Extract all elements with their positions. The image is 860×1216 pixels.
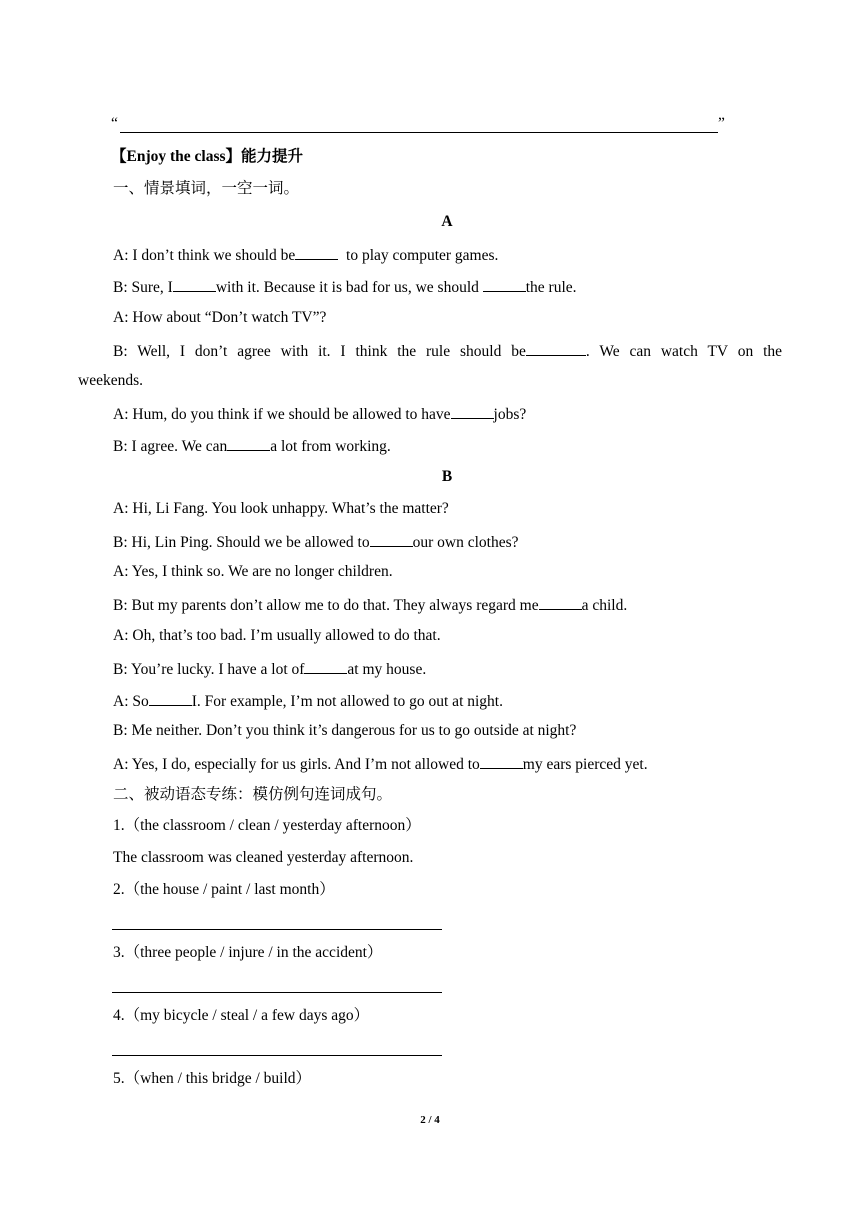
blank[interactable] — [304, 658, 347, 674]
part2-item-4-prompt: 4.（my bicycle / steal / a few days ago） — [113, 1007, 370, 1024]
dialog-b-line-3: A: Yes, I think so. We are no longer children. — [113, 563, 393, 580]
dialog-a-line-3: A: How about “Don’t watch TV”? — [113, 309, 327, 326]
part2-item-3-answer-line[interactable] — [112, 992, 442, 993]
blank[interactable] — [480, 753, 523, 769]
dialog-b-line-8: B: Me neither. Don’t you think it’s dangerous for us to go outside at night? — [113, 722, 577, 739]
part2-item-4-answer-line[interactable] — [112, 1055, 442, 1056]
dialog-b-label: B — [441, 468, 453, 485]
blank[interactable] — [149, 690, 192, 706]
blank[interactable] — [451, 403, 494, 419]
page-number: 2 / 4 — [420, 1114, 440, 1126]
dialog-b-line-1: A: Hi, Li Fang. You look unhappy. What’s the matter? — [113, 500, 449, 517]
dialog-b-line-7: A: So I. For example, I’m not allowed to go out at night. — [113, 690, 503, 712]
part2-item-3-prompt: 3.（three people / injure / in the accident） — [113, 944, 383, 961]
dialog-b-line-2: B: Hi, Lin Ping. Should we be allowed to our own clothes? — [113, 531, 519, 553]
section-heading-cn: 能力提升 — [241, 148, 304, 165]
dialog-b-line-9: A: Yes, I do, especially for us girls. And I’m not allowed to my ears pierced yet. — [113, 753, 648, 775]
part2-item-5-prompt: 5.（when / this bridge / build） — [113, 1070, 312, 1087]
part2-item-2-prompt: 2.（the house / paint / last month） — [113, 881, 335, 898]
dialog-a-line-4: B: Well, I don’t agree with it. I think the rule should be . We can watch TV on the — [113, 340, 782, 362]
blank[interactable] — [173, 276, 216, 292]
dialog-b-line-4: B: But my parents don’t allow me to do that. They always regard me a child. — [113, 594, 627, 616]
blank[interactable] — [370, 531, 413, 547]
section-heading-bracket: 【Enjoy the class】 — [111, 148, 242, 165]
close-quote: ” — [718, 115, 725, 132]
dialog-a-line-1: A: I don’t think we should be to play computer games. — [113, 244, 498, 266]
blank[interactable] — [227, 435, 270, 451]
dialog-a-line-6: B: I agree. We can a lot from working. — [113, 435, 391, 457]
blank[interactable] — [539, 594, 582, 610]
part2-item-1-prompt: 1.（the classroom / clean / yesterday afternoon） — [113, 817, 421, 834]
open-quote: “ — [111, 115, 118, 132]
blank[interactable] — [295, 244, 338, 260]
dialog-a-label: A — [441, 213, 453, 230]
section-heading — [111, 147, 303, 167]
quote-answer-line[interactable] — [120, 132, 718, 133]
part1-title: 一、情景填词，一空一词。 — [113, 180, 300, 197]
part2-item-1-answer: The classroom was cleaned yesterday afternoon. — [113, 849, 414, 866]
dialog-b-line-5: A: Oh, that’s too bad. I’m usually allowed to do that. — [113, 627, 441, 644]
dialog-a-line-4-cont: weekends. — [78, 372, 143, 389]
dialog-b-line-6: B: You’re lucky. I have a lot of at my house. — [113, 658, 426, 680]
dialog-a-line-5: A: Hum, do you think if we should be allowed to have jobs? — [113, 403, 526, 425]
blank[interactable] — [483, 276, 526, 292]
part2-item-2-answer-line[interactable] — [112, 929, 442, 930]
part2-title: 二、被动语态专练：模仿例句连词成句。 — [113, 786, 393, 803]
dialog-a-line-2: B: Sure, I with it. Because it is bad for us, we should the rule. — [113, 276, 577, 298]
blank[interactable] — [526, 340, 586, 356]
